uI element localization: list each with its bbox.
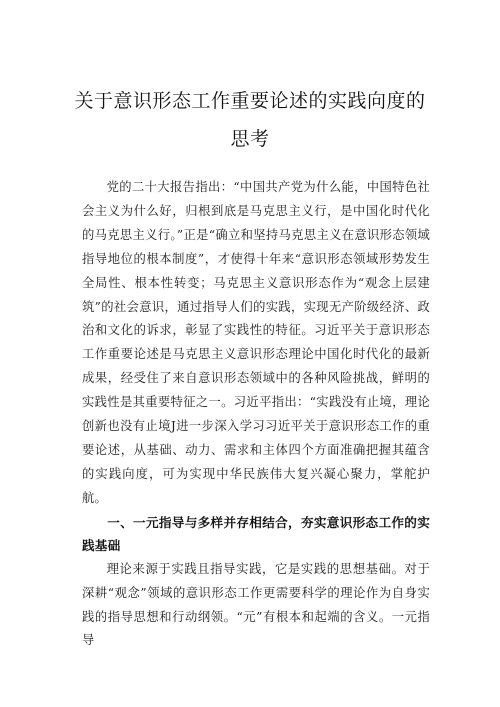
section-paragraph: 理论来源于实践且指导实践，它是实践的思想基础。对于深耕“观念”领域的意识形态工作更需要科学的理论作为自身实践的指导思想和行动纲领。“元”有根本和起端的含义。一元指导 (82, 561, 430, 648)
document-title-line-1: 关于意识形态工作重要论述的实践向度的 (74, 90, 426, 112)
document-title-line-2: 思考 (230, 128, 270, 150)
section-heading: 一、一元指导与多样并存相结合，夯实意识形态工作的实践基础 (82, 514, 430, 554)
intro-paragraph: 党的二十大报告指出：“中国共产党为什么能，中国特色社会主义为什么好，归根到底是马克思主义行，是中国化时代化的马克思主义行。”正是“确立和坚持马克思主义在意识形态领域指导地位的根本制度”，才使得十年来“意识形态领域形势发生全局性、根本性转变；马克思主义意识形态作为“观念上层建筑”的社会意识，通过指导人们的实践，实现无产阶级经济、政治和文化的诉求，彰显了实践性的特征。习近平关于意识形态工作重要论述是马克思主义意识形态理论中国化时代化的最新成果，经受住了来自意识形态领域中的各种风险挑战，鲜明的实践性是其重要特征之一。习近平指出：“实践没有止境，理论创新也没有止境J进一步深入学习习近平关于意识形态工作的重要论述，从基础、动力、需求和主体四个方面准确把握其蕴含的实践向度，可为实现中华民族伟大复兴凝心聚力，掌舵护航。 (82, 180, 430, 505)
document-body (82, 176, 430, 653)
